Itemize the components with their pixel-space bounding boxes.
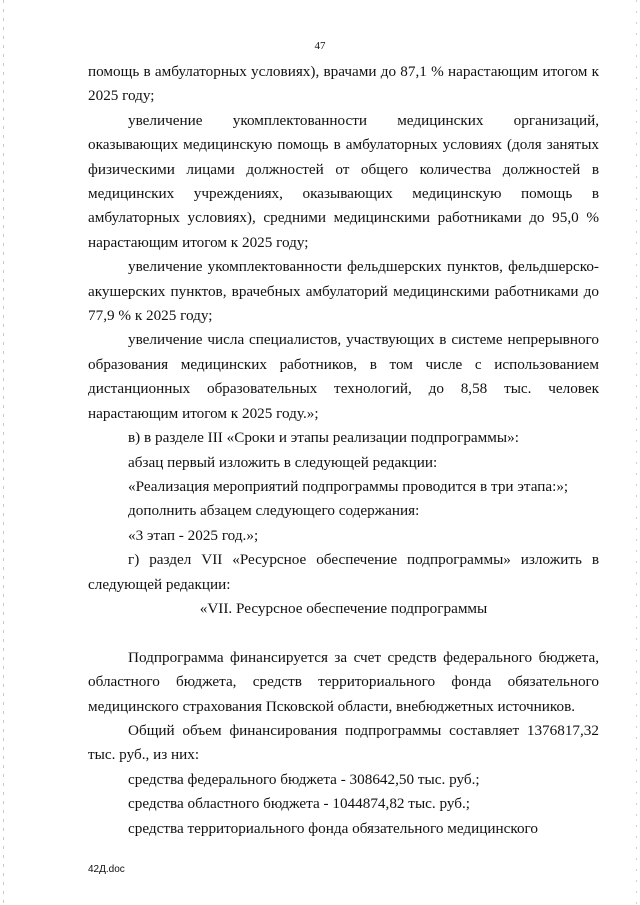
- paragraph-staffing-feldsher: увеличение укомплектованности фельдшерских пунктов, фельдшерско-акушерских пунктов, врачебных амбулаторий медицинскими работниками до 77,9 % к 2025 году;: [88, 258, 599, 325]
- paragraph-section-iii: в) в разделе III «Сроки и этапы реализации подпрограммы»:: [128, 429, 519, 447]
- paragraph-federal-budget: средства федерального бюджета - 308642,50 тыс. руб.;: [128, 770, 480, 788]
- paragraph-three-stages: «Реализация мероприятий подпрограммы проводится в три этапа:»;: [128, 477, 569, 495]
- paragraph-continuous-education: увеличение числа специалистов, участвующих в системе непрерывного образования медицинских работников, в том числе с использованием дистанционных образовательных технологий, до 8,58 тыс. человек нарастающим итогом к 2025 году.»;: [88, 331, 599, 422]
- paragraph-financing-sources: Подпрограмма финансируется за счет средств федерального бюджета, областного бюджета, средств территориального фонда обязательного медицинского страхования Псковской области, внебюджетных источников.: [88, 648, 599, 715]
- section-heading: «VII. Ресурсное обеспечение подпрограммы: [199, 599, 488, 617]
- paragraph-stage-3: «3 этап - 2025 год.»;: [128, 526, 259, 544]
- page-number: 47: [314, 40, 326, 52]
- paragraph-section-vii-intro: г) раздел VII «Ресурсное обеспечение подпрограммы» изложить в следующей редакции:: [88, 551, 599, 593]
- scan-edge-left: [3, 0, 4, 905]
- paragraph-territorial-fund: средства территориального фонда обязательного медицинского: [128, 819, 539, 837]
- document-body: [88, 60, 599, 841]
- scan-edge-right: [636, 0, 637, 905]
- paragraph-first-abzac: абзац первый изложить в следующей редакции:: [128, 453, 438, 471]
- paragraph-continuation: помощь в амбулаторных условиях), врачами до 87,1 % нарастающим итогом к 2025 году;: [88, 63, 599, 105]
- paragraph-add-abzac: дополнить абзацем следующего содержания:: [128, 502, 420, 520]
- paragraph-regional-budget: средства областного бюджета - 1044874,82 тыс. руб.;: [128, 795, 471, 813]
- paragraph-staffing-mid-level: увеличение укомплектованности медицинских организаций, оказывающих медицинскую помощь в амбулаторных условиях (доля занятых физическими лицами должностей от общего количества должностей в медицинских учреждениях, оказывающих медицинскую помощь в амбулаторных условиях), средними медицинскими работниками до 95,0 % нарастающим итогом к 2025 году;: [88, 111, 599, 251]
- file-name-footer: 42Д.doc: [88, 864, 125, 875]
- paragraph-total-financing: Общий объем финансирования подпрограммы составляет 1376817,32 тыс. руб., из них:: [88, 721, 599, 764]
